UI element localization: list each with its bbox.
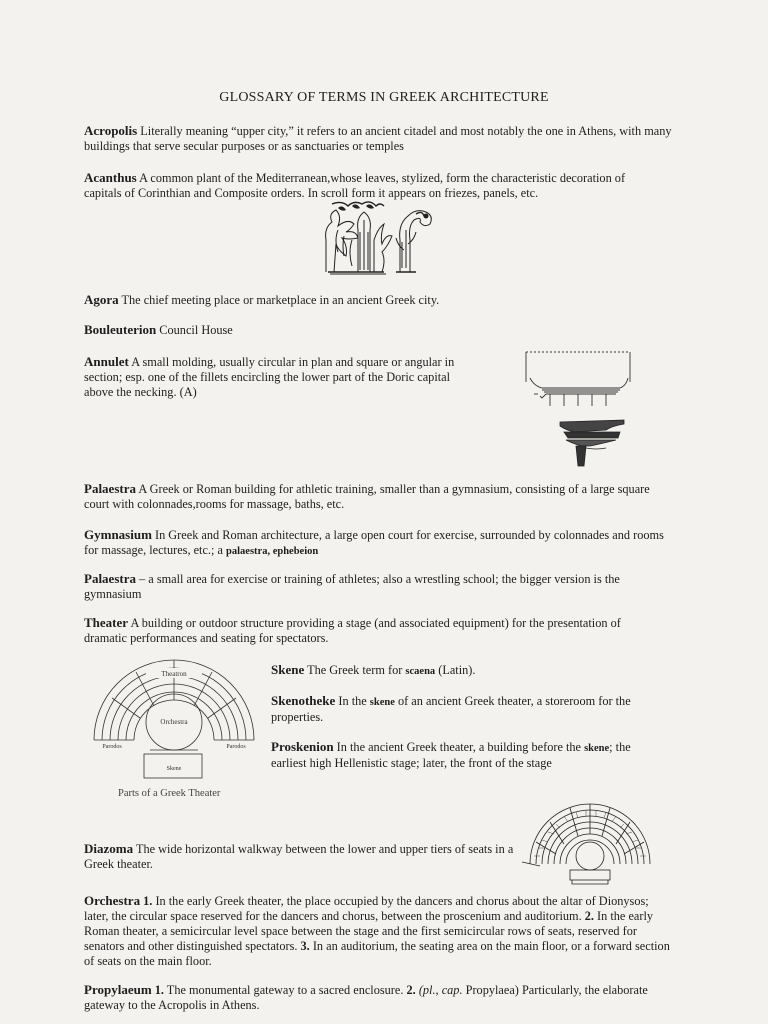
entry-skenotheke — [271, 693, 651, 725]
term-orchestra: Orchestra — [84, 893, 141, 908]
entry-acanthus — [84, 170, 664, 201]
term-theater: Theater — [84, 615, 129, 630]
def-skene: The Greek term for — [304, 663, 406, 677]
acanthus-illustration — [318, 200, 438, 276]
term-palaestra-2: Palaestra — [84, 571, 136, 586]
term-agora: Agora — [84, 292, 119, 307]
def2-orchestra: In the early Roman theater, a semicircular level space between the stage and the first semicircular rows of seats, reserved for senators and other distinguished spectators. — [84, 909, 654, 953]
num-2-orchestra: 2. — [581, 909, 594, 923]
doric-capital-illustration — [520, 348, 640, 468]
term-gymnasium: Gymnasium — [84, 527, 152, 542]
def-diazoma: The wide horizontal walkway between the lower and upper tiers of seats in a Greek theater. — [84, 842, 514, 871]
term-skenotheke: Skenotheke — [271, 693, 336, 708]
term-acanthus: Acanthus — [84, 170, 137, 185]
def3-orchestra: In an auditorium, the seating area on the main floor, or a forward section of seats on the main floor. — [84, 939, 670, 968]
def-agora: The chief meeting place or marketplace in an ancient Greek city. — [118, 293, 440, 307]
def2-skene: (Latin). — [435, 663, 476, 677]
def-proskenion: In the ancient Greek theater, a building before the — [333, 740, 585, 754]
label-parodos-right: Parodos — [226, 744, 246, 750]
term-skene: Skene — [271, 662, 305, 677]
def1-orchestra: In the early Greek theater, the place occupied by the dancers and chorus about the altar of Dionysos; later, the circular space reserved for the dancers and chorus, between the proscenium and auditorium. — [84, 894, 649, 923]
entry-propylaeum — [84, 982, 664, 1013]
entry-palaestra — [84, 481, 674, 512]
label-theatron: Theatron — [161, 670, 187, 678]
entry-acropolis — [84, 123, 684, 154]
term-bouleuterion: Bouleuterion — [84, 322, 157, 337]
entry-agora — [84, 292, 684, 308]
def-acropolis: Literally meaning “upper city,” it refers to an ancient citadel and most notably the one in Athens, with many buildings that serve secular purposes or as sanctuaries or temples — [84, 124, 672, 153]
label-skene: Skene — [166, 766, 182, 772]
term-proskenion: Proskenion — [271, 739, 334, 754]
def2b-propylaeum: Propylaea) Particularly, the elaborate gateway to the Acropolis in Athens. — [84, 983, 648, 1012]
term-propylaeum: Propylaeum — [84, 982, 152, 997]
term-palaestra: Palaestra — [84, 481, 136, 496]
page-title: GLOSSARY OF TERMS IN GREEK ARCHITECTURE — [219, 90, 549, 105]
term-acropolis: Acropolis — [84, 123, 138, 138]
def-annulet: A small molding, usually circular in plan and square or angular in section; esp. one of the fillets encircling the lower part of the Doric capital above the necking. (A) — [84, 355, 455, 399]
theater-plan-caption: Parts of a Greek Theater — [118, 788, 221, 799]
def1-propylaeum: The monumental gateway to a sacred enclosure. — [163, 983, 404, 997]
entry-palaestra-2 — [84, 571, 644, 602]
ref-proskenion: skene — [584, 743, 610, 754]
def-acanthus: A common plant of the Mediterranean,whose leaves, stylized, form the characteristic decoration of capitals of Corinthian and Composite orders. In scroll form it appears on friezes, panels, etc. — [84, 171, 626, 200]
greek-theater-plan — [90, 644, 260, 784]
def2-skenotheke: of an ancient Greek theater, a storeroom for the properties. — [271, 694, 631, 724]
plural-note-propylaeum: (pl., cap. — [418, 983, 463, 997]
entry-gymnasium — [84, 527, 664, 559]
ref-skene: scaena — [405, 666, 436, 677]
entry-diazoma — [84, 841, 524, 872]
entry-skene — [271, 662, 651, 679]
num-1-propylaeum: 1. — [151, 983, 164, 997]
ref-skenotheke: skene — [369, 697, 395, 708]
def-theater: A building or outdoor structure providing a stage (and associated equipment) for the presentation of dramatic performances and seating for spectators. — [84, 616, 621, 645]
label-orchestra: Orchestra — [160, 718, 188, 726]
label-parodos-left: Parodos — [102, 744, 122, 750]
entry-theater — [84, 615, 644, 646]
def-bouleuterion: Council House — [156, 323, 233, 337]
entry-orchestra — [84, 893, 674, 969]
greek-theater-perspective — [520, 786, 660, 888]
def-palaestra: A Greek or Roman building for athletic training, smaller than a gymnasium, consisting of a large square court with colonnades,rooms for massage, baths, etc. — [84, 482, 650, 511]
def-palaestra-2: – a small area for exercise or training of athletes; also a wrestling school; the bigger version is the gymnasium — [84, 572, 620, 601]
num-3-orchestra: 3. — [297, 939, 310, 953]
ref-gymnasium: palaestra, ephebeion — [226, 546, 319, 557]
def-skenotheke: In the — [335, 694, 370, 708]
term-diazoma: Diazoma — [84, 841, 134, 856]
entry-proskenion — [271, 739, 651, 771]
num-2-propylaeum: 2. — [403, 983, 416, 997]
def-gymnasium: In Greek and Roman architecture, a large open court for exercise, surrounded by colonnades and rooms for massage, lectures, etc.; a — [84, 528, 664, 557]
entry-bouleuterion — [84, 322, 684, 338]
entry-annulet — [84, 354, 476, 400]
num-1-orchestra: 1. — [140, 894, 153, 908]
def2-proskenion: ; the earliest high Hellenistic stage; later, the front of the stage — [271, 740, 631, 770]
term-annulet: Annulet — [84, 354, 129, 369]
